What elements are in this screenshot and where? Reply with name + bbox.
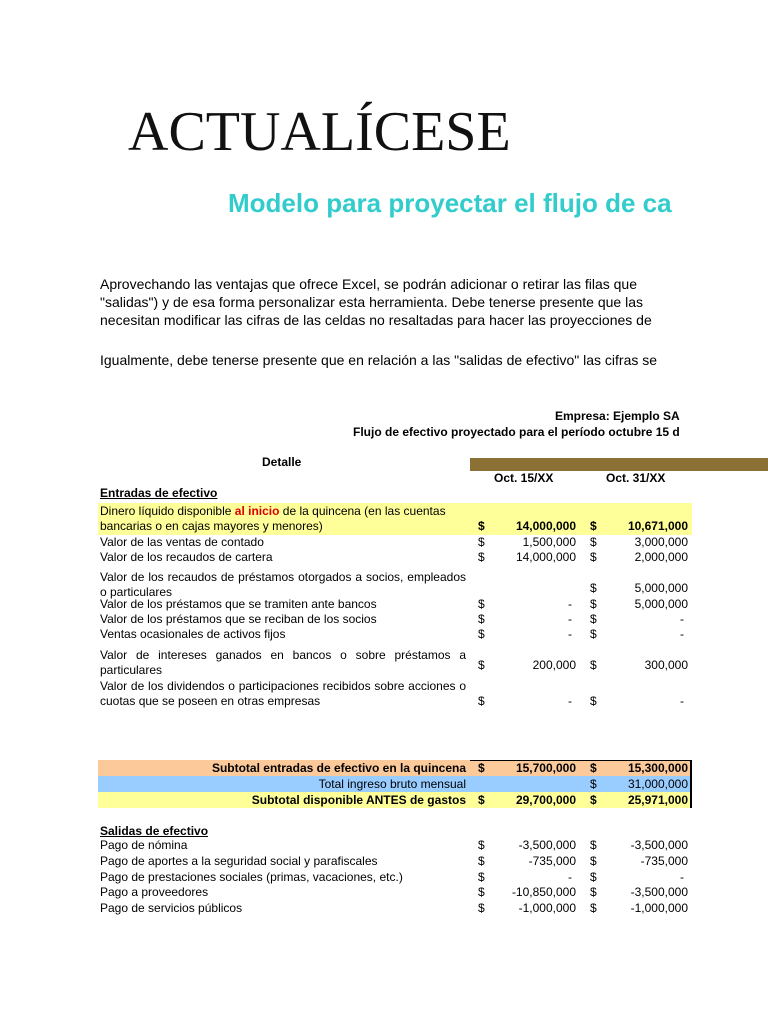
cell-cur: $ [478,885,485,899]
cell-cur: $ [590,550,597,564]
subtotal-entradas-oct15: 15,700,000 [515,761,576,775]
table-row-label: Pago a proveedores [100,885,209,899]
table-row-label: Pago de prestaciones sociales (primas, vacaciones, etc.) [100,870,403,884]
opening-cash-cur1: $ [478,519,485,533]
column-border [690,760,692,808]
table-row-label: Valor de las ventas de contado [100,535,264,549]
cell-cur: $ [590,581,597,595]
intro-line-4: Igualmente, debe tenerse presente que en relación a las "salidas de efectivo" las cifras se [100,352,658,368]
cell-oct15: -735,000 [528,854,576,868]
subtotal-entradas-oct31: 15,300,000 [627,761,688,775]
intro-line-1: Aprovechando las ventajas que ofrece Excel, se podrán adicionar o retirar las filas que [100,276,637,292]
cell-oct15: - [568,612,572,626]
cell-cur: $ [478,597,485,611]
cell-cur: $ [478,550,485,564]
table-row-label: Pago de nómina [100,838,188,852]
cell-oct31: 5,000,000 [634,581,688,595]
cell-oct15: -3,500,000 [518,838,576,852]
cell-oct15: - [568,627,572,641]
entradas-heading: Entradas de efectivo [100,486,218,500]
cell-cur: $ [590,761,597,775]
table-row-label: Valor de los préstamos que se reciban de los socios [100,612,377,626]
opening-cash-label-post: de la quincena (en las cuentas bancarias o en cajas mayores y menores) [100,504,446,533]
table-row-label: Ventas ocasionales de activos fijos [100,627,286,641]
cell-oct31: -735,000 [640,854,688,868]
opening-cash-label-red: al inicio [234,504,280,518]
cell-cur: $ [590,870,597,884]
subtotal-entradas-label: Subtotal entradas de efectivo en la quincena [211,761,466,775]
cell-oct31: 300,000 [644,658,688,672]
table-row-label: Valor de los dividendos o participaciones recibidos sobre acciones o cuotas que se poseen en otras empresas [100,679,466,708]
cell-cur: $ [590,885,597,899]
cell-oct15: - [568,694,572,708]
cell-oct15: 14,000,000 [515,550,576,564]
header-bar [470,458,768,471]
company-name: Empresa: Ejemplo SA [555,409,680,423]
cell-cur: $ [478,838,485,852]
salidas-heading: Salidas de efectivo [100,824,209,838]
cell-cur: $ [478,535,485,549]
subtotal-disponible-label: Subtotal disponible ANTES de gastos [251,793,466,807]
cell-oct15: - [568,870,572,884]
table-row-label: Valor de intereses ganados en bancos o sobre préstamos a particulares [100,648,466,677]
cell-oct31: 3,000,000 [634,535,688,549]
column-header-oct15: Oct. 15/XX [494,471,554,485]
cell-cur: $ [478,658,485,672]
cell-oct31: - [680,627,684,641]
cell-cur: $ [590,901,597,915]
cell-cur: $ [478,694,485,708]
cell-cur: $ [478,901,485,915]
report-subtitle: Flujo de efectivo proyectado para el período octubre 15 d [353,425,680,439]
cell-cur: $ [590,658,597,672]
opening-cash-label [100,504,466,534]
detail-header: Detalle [262,455,302,469]
cell-oct15: -10,850,000 [511,885,576,899]
opening-cash-oct15: 14,000,000 [515,519,576,533]
opening-cash-cur2: $ [590,519,597,533]
logo: ACTUALÍCESE [128,101,511,163]
opening-cash-label-pre: Dinero líquido disponible [100,504,235,518]
subtotal-disponible-oct31: 25,971,000 [627,793,688,807]
cell-cur: $ [590,627,597,641]
column-header-oct31: Oct. 31/XX [606,471,666,485]
cell-cur: $ [590,838,597,852]
cell-cur: $ [478,761,485,775]
cell-cur: $ [478,793,485,807]
opening-cash-oct31: 10,671,000 [627,519,688,533]
cell-oct31: -1,000,000 [630,901,688,915]
table-row-label: Pago de servicios públicos [100,901,243,915]
cell-cur: $ [478,627,485,641]
cell-cur: $ [590,854,597,868]
cell-cur: $ [590,535,597,549]
intro-line-2: "salidas") y de esa forma personalizar esta herramienta. Debe tenerse presente que las [100,294,644,310]
intro-line-3: necesitan modificar las cifras de las celdas no resaltadas para hacer las proyecciones de [100,312,652,328]
table-row-label: Valor de los recaudos de préstamos otorgados a socios, empleados o particulares [100,570,466,599]
cell-oct31: 2,000,000 [634,550,688,564]
cell-cur: $ [478,612,485,626]
cell-cur: $ [590,793,597,807]
subtotal-disponible-oct15: 29,700,000 [515,793,576,807]
cell-oct15: - [568,597,572,611]
cell-cur: $ [478,854,485,868]
cell-oct15: -1,000,000 [518,901,576,915]
total-ingreso-label: Total ingreso bruto mensual [318,777,466,791]
table-row-label: Valor de los préstamos que se tramiten ante bancos [100,597,377,611]
cell-oct31: - [680,612,684,626]
cell-cur: $ [478,870,485,884]
cell-cur: $ [590,777,597,791]
cell-oct31: - [680,870,684,884]
cell-oct15: 1,500,000 [522,535,576,549]
table-row-label: Valor de los recaudos de cartera [100,550,273,564]
cell-cur: $ [590,612,597,626]
cell-oct31: - [680,694,684,708]
total-ingreso-oct31: 31,000,000 [627,777,688,791]
cell-oct15: 200,000 [532,658,576,672]
cell-oct31: 5,000,000 [634,597,688,611]
cell-cur: $ [590,694,597,708]
cell-oct31: -3,500,000 [630,885,688,899]
cell-oct31: -3,500,000 [630,838,688,852]
cell-cur: $ [590,597,597,611]
page-title: Modelo para proyectar el flujo de ca [228,188,672,218]
table-row-label: Pago de aportes a la seguridad social y parafiscales [100,854,378,868]
